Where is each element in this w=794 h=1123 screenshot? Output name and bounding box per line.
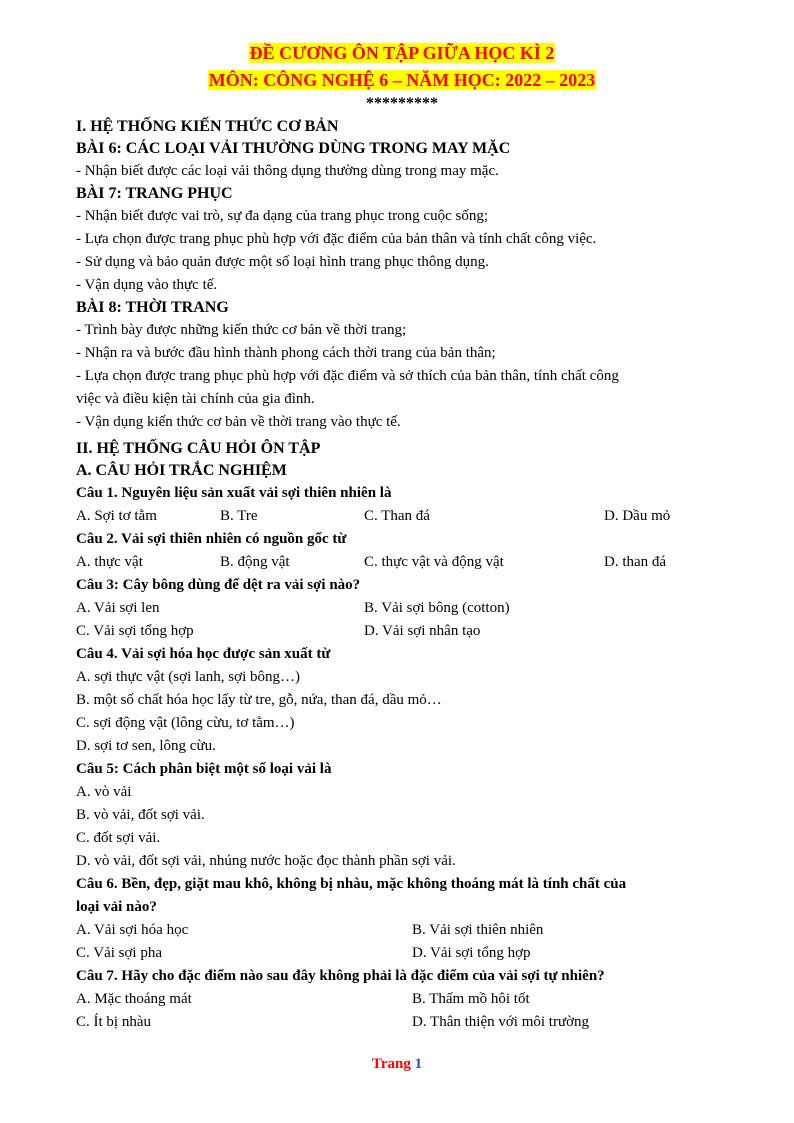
lesson8-item: - Vận dụng kiến thức cơ bản về thời trang vào thực tế. [76,414,401,430]
page-number: 1 [414,1056,423,1072]
doc-title-line2: MÔN: CÔNG NGHỆ 6 – NĂM HỌC: 2022 – 2023 [208,70,596,90]
lesson8-item: việc và điều kiện tài chính của gia đình. [76,391,315,407]
option-d: D. vò vải, đốt sợi vải, nhúng nước hoặc đọc thành phần sợi vải. [76,853,456,869]
option-d: D. than đá [604,554,667,570]
option-a: A. thực vật [76,554,143,570]
lesson6-item: - Nhận biết được các loại vải thông dụng thường dùng trong may mặc. [76,163,499,179]
question-3-options [76,597,728,643]
part2-heading: II. HỆ THỐNG CÂU HỎI ÔN TẬP [76,440,321,457]
option-a: A. vò vải [76,784,132,800]
option-a: A. sợi thực vật (sợi lanh, sợi bông…) [76,669,300,685]
lesson7-item: - Sử dụng và bảo quản được một số loại hình trang phục thông dụng. [76,254,489,270]
question-7-options [76,988,728,1034]
title-separator: ********* [366,95,438,112]
option-b: B. Thấm mồ hôi tốt [412,991,530,1007]
option-b: B. vò vải, đốt sợi vải. [76,807,205,823]
option-c: C. sợi động vật (lông cừu, tơ tằm…) [76,715,295,731]
lesson7-title: BÀI 7: TRANG PHỤC [76,185,233,202]
option-c: C. đốt sợi vải. [76,830,161,846]
lesson8-item: - Lựa chọn được trang phục phù hợp với đặc điểm và sở thích của bản thân, tính chất công [76,368,619,384]
option-c: C. Vải sợi tổng hợp [76,623,194,639]
lesson7-item: - Lựa chọn được trang phục phù hợp với đặc điểm của bản thân và tính chất công việc. [76,231,597,247]
question-2: Câu 2. Vải sợi thiên nhiên có nguồn gốc từ [76,531,347,547]
option-d: D. Vải sợi tổng hợp [412,945,531,961]
option-b: B. Vải sợi thiên nhiên [412,922,544,938]
question-1-options [76,505,728,528]
question-6: Câu 6. Bền, đẹp, giặt mau khô, không bị nhàu, mặc không thoáng mát là tính chất của [76,876,627,892]
question-6-options [76,919,728,965]
doc-title-line1: ĐỀ CƯƠNG ÔN TẬP GIỮA HỌC KÌ 2 [249,43,555,63]
option-c: C. Vải sợi pha [76,945,162,961]
option-a: A. Sợi tơ tằm [76,508,157,524]
question-7: Câu 7. Hãy cho đặc điểm nào sau đây không phải là đặc điểm của vải sợi tự nhiên? [76,968,605,984]
option-a: A. Vải sợi hóa học [76,922,189,938]
option-b: B. động vật [220,554,290,570]
option-b: B. Tre [220,508,258,524]
page-footer [0,1056,794,1073]
option-c: C. thực vật và động vật [364,554,504,570]
part2-subheading: A. CÂU HỎI TRẮC NGHIỆM [76,462,287,479]
option-c: C. Than đá [364,508,430,524]
lesson8-item: - Nhận ra và bước đầu hình thành phong cách thời trang của bản thân; [76,345,496,361]
option-d: D. Dầu mỏ [604,508,671,524]
option-d: D. Vải sợi nhân tạo [364,623,481,639]
part1-heading: I. HỆ THỐNG KIẾN THỨC CƠ BẢN [76,118,339,135]
question-4: Câu 4. Vải sợi hóa học được sản xuất từ [76,646,331,662]
lesson6-title: BÀI 6: CÁC LOẠI VẢI THƯỜNG DÙNG TRONG MAY MẶC [76,140,511,157]
question-3: Câu 3: Cây bông dùng để dệt ra vải sợi nào? [76,577,361,593]
option-b: B. Vải sợi bông (cotton) [364,600,510,616]
lesson7-item: - Nhận biết được vai trò, sự đa dạng của trang phục trong cuộc sống; [76,208,488,224]
question-2-options [76,551,728,574]
lesson7-item: - Vận dụng vào thực tế. [76,277,218,293]
question-1: Câu 1. Nguyên liệu sản xuất vải sợi thiên nhiên là [76,485,392,501]
option-d: D. Thân thiện với môi trường [412,1014,590,1030]
option-b: B. một số chất hóa học lấy từ tre, gỗ, nứa, than đá, dầu mỏ… [76,692,442,708]
page-label: Trang [371,1056,411,1072]
option-c: C. Ít bị nhàu [76,1014,151,1030]
document-page [76,40,728,1034]
option-d: D. sợi tơ sen, lông cừu. [76,738,216,754]
option-a: A. Mặc thoáng mát [76,991,192,1007]
lesson8-title: BÀI 8: THỜI TRANG [76,299,229,316]
lesson8-item: - Trình bày được những kiến thức cơ bản về thời trang; [76,322,407,338]
option-a: A. Vải sợi len [76,600,160,616]
question-6-continued: loại vải nào? [76,899,157,915]
question-5: Câu 5: Cách phân biệt một số loại vải là [76,761,332,777]
